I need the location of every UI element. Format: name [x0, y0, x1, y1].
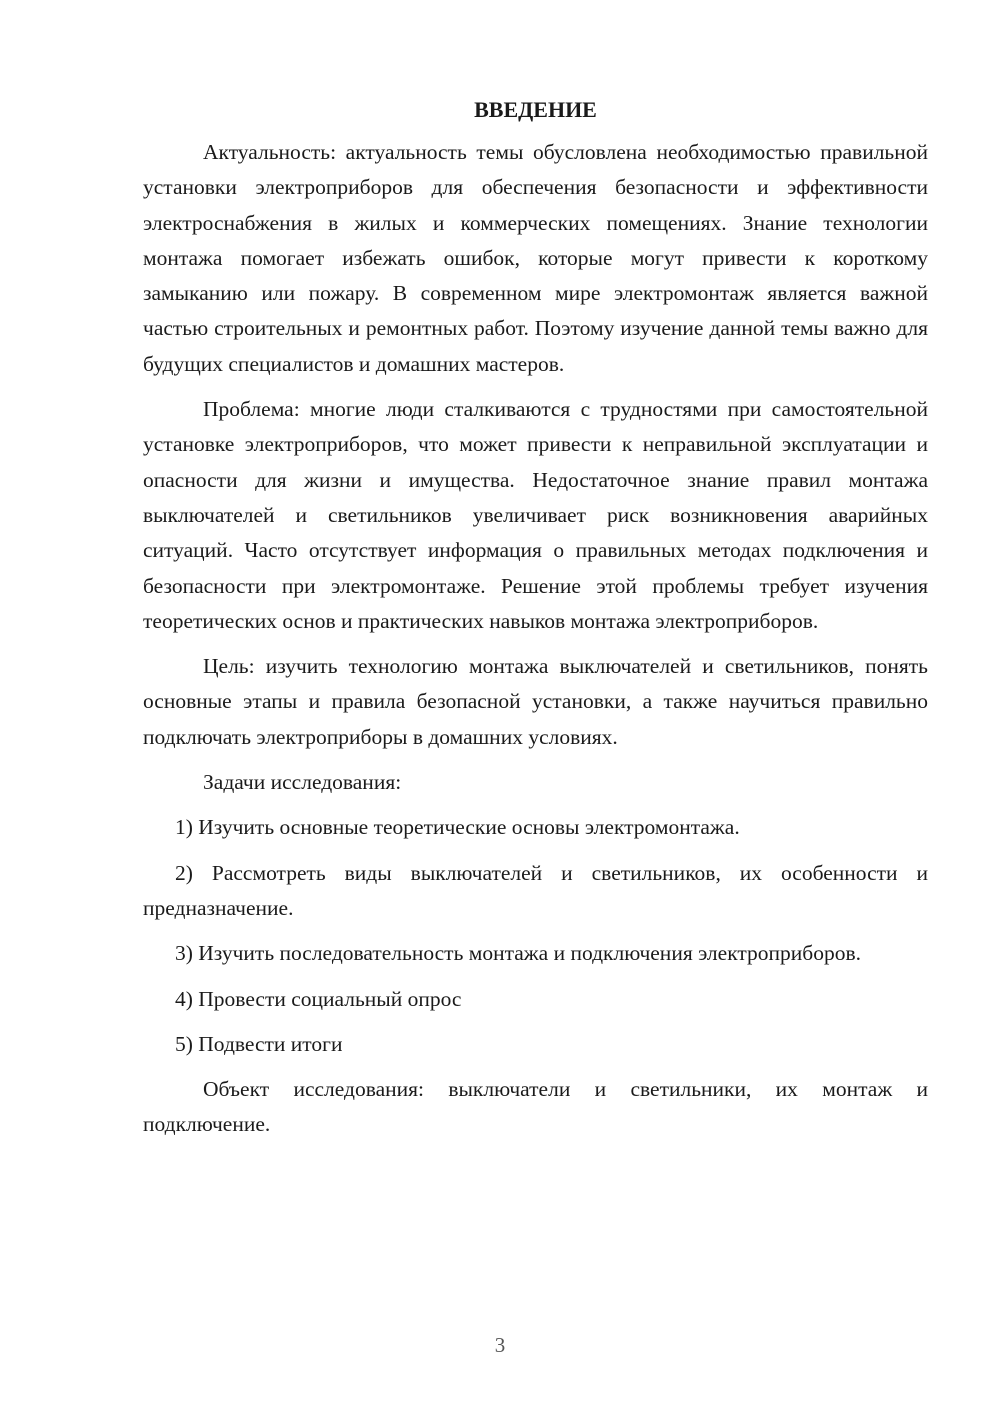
section-title: ВВЕДЕНИЕ [474, 97, 597, 122]
task-item-4: 4) Провести социальный опрос [175, 986, 462, 1011]
document-page [143, 95, 928, 1153]
page-number: 3 [494, 1333, 506, 1357]
tasks-heading: Задачи исследования: [203, 770, 402, 795]
problem-paragraph: Проблема: многие люди сталкиваются с трудностями при самостоятельной установке электроприборов, что может привести к неправильной эксплуатации и опасности для жизни и имущества. Недостаточное знание правил монтажа выключателей и светильников увеличивает риск возникновения аварийных ситуаций. Часто отсутствует информация о правильных методах подключения и безопасности при электромонтаже. Решение этой проблемы требует изучения теоретических основ и практических навыков монтажа электроприборов. [143, 397, 928, 633]
task-item-3: 3) Изучить последовательность монтажа и подключения электроприборов. [175, 941, 861, 966]
relevance-paragraph: Актуальность: актуальность темы обусловлена необходимостью правильной установки электроприборов для обеспечения безопасности и эффективности электроснабжения в жилых и коммерческих помещениях. Знание технологии монтажа помогает избежать ошибок, которые могут привести к короткому замыканию или пожару. В современном мире электромонтаж является важной частью строительных и ремонтных работ. Поэтому изучение данной темы важно для будущих специалистов и домашних мастеров. [143, 140, 928, 376]
task-item-5: 5) Подвести итоги [175, 1031, 343, 1056]
task-item-1: 1) Изучить основные теоретические основы электромонтажа. [175, 815, 740, 840]
goal-paragraph: Цель: изучить технологию монтажа выключателей и светильников, понять основные этапы и правила безопасной установки, а также научиться правильно подключать электроприборы в домашних условиях. [143, 654, 928, 749]
task-item-2: 2) Рассмотреть виды выключателей и светильников, их особенности и предназначение. [143, 860, 928, 920]
research-object-paragraph: Объект исследования: выключатели и светильники, их монтаж и подключение. [143, 1077, 928, 1137]
